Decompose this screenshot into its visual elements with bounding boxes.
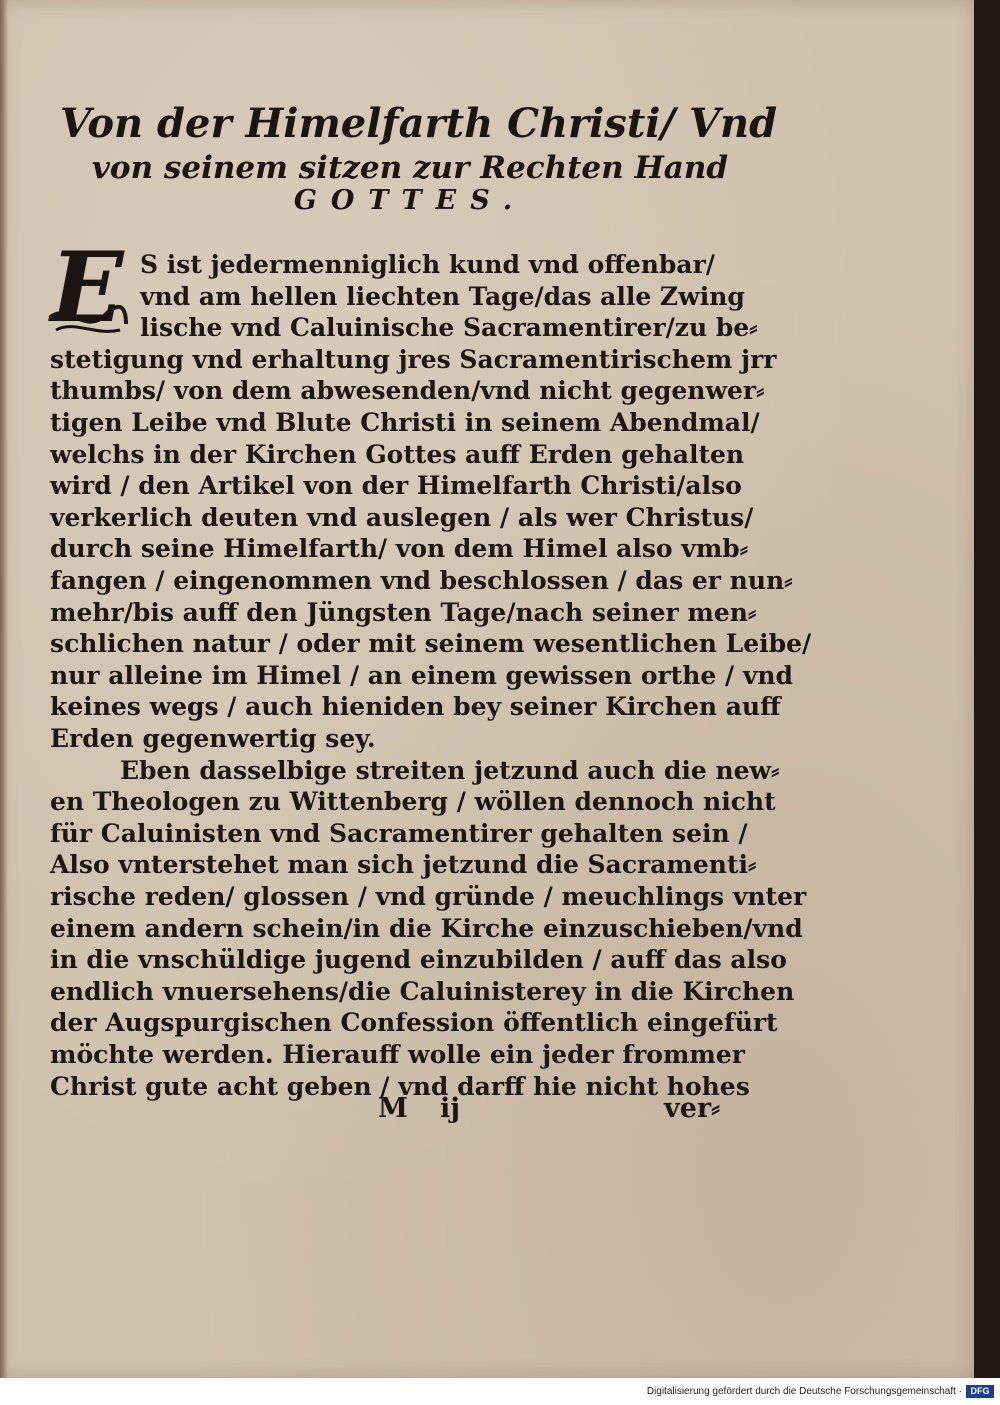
signature-mark: M	[378, 1093, 408, 1124]
catchword: ver⸗	[664, 1093, 721, 1124]
text-line: nur alleine im Himel / an einem gewissen orthe / vnd	[50, 661, 794, 690]
text-line: Eben dasselbige streiten jetzund auch die new⸗	[120, 756, 780, 785]
page-spine-shadow	[0, 0, 8, 1378]
page-title-line-1: Von der Himelfarth Christi/ Vnd	[60, 100, 778, 147]
text-line: endlich vnuersehens/die Caluinisterey in die Kirchen	[50, 977, 795, 1006]
text-line: Also vnterstehet man sich jetzund die Sacramenti⸗	[50, 850, 757, 879]
text-line: mehr/bis auff den Jüngsten Tage/nach seiner men⸗	[50, 598, 757, 627]
text-line: möchte werden. Hierauff wolle ein jeder frommer	[50, 1040, 745, 1069]
initial-flourish-ornament	[46, 300, 130, 336]
text-line: durch seine Himelfarth/ von dem Himel also vmb⸗	[50, 534, 749, 563]
text-line: fangen / eingenommen vnd beschlossen / das er nun⸗	[50, 566, 793, 595]
text-line: einem andern schein/in die Kirche einzuschieben/vnd	[50, 914, 803, 943]
decorated-initial: E	[50, 231, 124, 344]
text-line: für Caluinisten vnd Sacramentirer gehalten sein /	[50, 819, 748, 848]
text-line: en Theologen zu Wittenberg / wöllen dennoch nicht	[50, 787, 776, 816]
text-line: verkerlich deuten vnd auslegen / als wer Christus/	[50, 503, 754, 532]
text-line: rische reden/ glossen / vnd gründe / meuchlings vnter	[50, 882, 807, 911]
signature-number: ij	[440, 1093, 461, 1124]
text-line: lische vnd Caluinische Sacramentirer/zu be⸗	[140, 313, 758, 342]
text-line: keines wegs / auch hieniden bey seiner Kirchen auff	[50, 692, 781, 721]
text-line: S ist jedermenniglich kund vnd offenbar/	[140, 250, 715, 279]
footer-bar	[0, 1378, 1000, 1405]
dfg-logo: DFG	[966, 1385, 994, 1398]
text-line: Erden gegenwertig sey.	[50, 724, 376, 753]
text-line: schlichen natur / oder mit seinem wesentlichen Leibe/	[50, 629, 812, 658]
text-line: vnd am hellen liechten Tage/das alle Zwing	[140, 282, 745, 311]
text-line: welchs in der Kirchen Gottes auff Erden gehalten	[50, 440, 745, 469]
text-line: thumbs/ von dem abwesenden/vnd nicht gegenwer⸗	[50, 376, 765, 405]
text-line: tigen Leibe vnd Blute Christi in seinem Abendmal/	[50, 408, 760, 437]
text-line: stetigung vnd erhaltung jres Sacramentirischem jrr	[50, 345, 777, 374]
footer-credit-text: Digitalisierung gefördert durch die Deutsche Forschungsgemeinschaft ·	[646, 1386, 962, 1397]
text-line: wird / den Artikel von der Himelfarth Christi/also	[50, 471, 742, 500]
text-line: in die vnschüldige jugend einzubilden / auff das also	[50, 945, 787, 974]
text-line: der Augspurgischen Confession öffentlich eingefürt	[50, 1008, 778, 1037]
page-title-line-3: GOTTES.	[293, 185, 527, 216]
page-title-line-2: von seinem sitzen zur Rechten Hand	[91, 150, 729, 186]
text-line: Christ gute acht geben / vnd darff hie nicht hohes	[50, 1072, 750, 1101]
